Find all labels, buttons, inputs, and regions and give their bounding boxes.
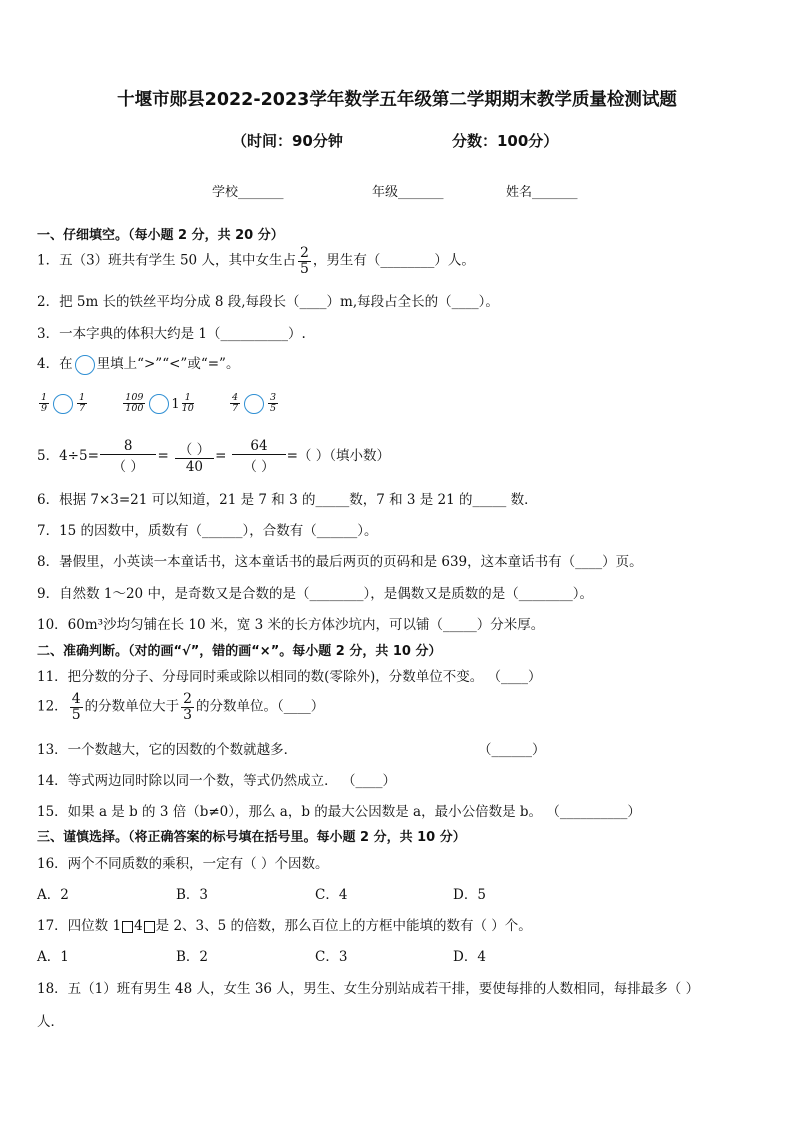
q5-fraction-1 (100, 438, 157, 475)
q5-f2-den: 40 (185, 459, 204, 475)
q4-frac-b-den: 7 (79, 403, 86, 414)
circle-blank-icon (75, 355, 95, 375)
score-label: 分数：100分） (452, 132, 559, 150)
q17-option-d: D．4 (453, 949, 486, 965)
q12-a-num: 4 (71, 691, 81, 707)
question-4 (37, 352, 239, 375)
q12-fraction-b (181, 692, 194, 722)
square-blank-icon (122, 921, 133, 933)
q4-frac-a-den: 9 (41, 403, 48, 414)
q5-equals-2: = (215, 448, 227, 464)
q16-option-a: A．2 (37, 887, 69, 903)
q4-frac-a-num: 1 (41, 392, 48, 404)
school-field: 学校_______ (212, 185, 284, 200)
q5-f3-num: 64 (232, 438, 285, 455)
q4-text-before: 4．在 (37, 356, 73, 372)
question-3: 3．一本字典的体积大约是 1（__________）. (37, 326, 306, 342)
q4-frac-b (77, 393, 87, 414)
circle-blank-icon (244, 394, 264, 414)
q17-option-c: C．3 (315, 949, 348, 965)
q5-f3-den: （ ） (243, 459, 275, 475)
q12-b-den: 3 (183, 706, 193, 723)
circle-blank-icon (53, 394, 73, 414)
question-16: 16．两个不同质数的乘积，一定有（ ）个因数。 (37, 856, 329, 872)
question-13: 13．一个数越大，它的因数的个数就越多． (37, 742, 298, 758)
q1-text-before: 1．五（3）班共有学生 50 人，其中女生占 (37, 252, 296, 269)
q12-b-num: 2 (183, 691, 193, 707)
q4-frac-b-num: 1 (79, 392, 86, 404)
q4-frac-e (230, 393, 240, 414)
q4-frac-a (39, 393, 49, 414)
q17-mid: 4 (134, 918, 143, 934)
q17-after: 是 2、3、5 的倍数，那么百位上的方框中能填的数有（ ）个。 (155, 918, 532, 934)
section-1-heading: 一、仔细填空。（每小题 2 分，共 20 分） (37, 228, 284, 243)
q4-frac-d-num: 1 (182, 393, 194, 404)
grade-field: 年级_______ (372, 185, 444, 200)
q16-option-d: D．5 (453, 887, 486, 903)
page-title: 十堰市郧县2022-2023学年数学五年级第二学期期末教学质量检测试题 (117, 90, 677, 110)
q4-frac-d-den: 10 (181, 403, 194, 414)
question-7: 7．15 的因数中，质数有（______），合数有（______）。 (37, 523, 378, 539)
question-18: 18．五（1）班有男生 48 人，女生 36 人，男生、女生分别站成若干排，要使每排的人数相同，每排最多（ ） (37, 981, 700, 997)
q5-f1-num: 8 (100, 438, 157, 455)
question-11: 11．把分数的分子、分母同时乘或除以相同的数(零除外)，分数单位不变。 （____） (37, 669, 542, 685)
q17-option-b: B．2 (176, 949, 209, 965)
question-10: 10．60m³沙均匀铺在长 10 米，宽 3 米的长方体沙坑内，可以铺（_____）分米厚。 (37, 617, 545, 633)
question-8: 8．暑假里，小英读一本童话书，这本童话书的最后两页的页码和是 639，这本童话书有（____）页。 (37, 554, 643, 570)
time-label: （时间：90分钟 (232, 132, 343, 150)
q4-comparisons (37, 393, 280, 414)
q4-frac-f (268, 393, 278, 414)
section-2-heading: 二、准确判断。（对的画“√”，错的画“×”。每小题 2 分，共 10 分） (37, 644, 442, 659)
question-12 (37, 692, 324, 722)
q4-frac-f-num: 3 (270, 392, 277, 404)
q4-frac-e-num: 4 (231, 392, 239, 404)
q1-numerator: 2 (299, 245, 309, 261)
circle-blank-icon (149, 394, 169, 414)
q5-fraction-2 (175, 438, 214, 475)
q12-lead: 12． (37, 698, 68, 715)
q5-fraction-3 (232, 438, 285, 475)
q5-f1-den: （ ） (112, 459, 144, 475)
question-5 (37, 438, 390, 475)
q4-frac-c-num: 109 (125, 392, 144, 404)
question-14: 14．等式两边同时除以同一个数，等式仍然成立． （____） (37, 773, 396, 789)
question-15: 15．如果 a 是 b 的 3 倍（b≠0），那么 a，b 的最大公因数是 a，最小公倍数是 b。 （__________） (37, 804, 641, 820)
q4-frac-d (182, 393, 194, 414)
question-9: 9．自然数 1～20 中，是奇数又是合数的是（________），是偶数又是质数的是（________）。 (37, 586, 593, 602)
question-6: 6．根据 7×3=21 可以知道，21 是 7 和 3 的_____数，7 和 3 是 21 的_____ 数． (37, 492, 538, 508)
q4-frac-c-den: 100 (125, 403, 144, 414)
question-2: 2．把 5m 长的铁丝平均分成 8 段,每段长（____）m,每段占全长的（____）。 (37, 294, 499, 310)
q4-frac-e-den: 7 (231, 403, 239, 414)
q17-option-a: A．1 (37, 949, 69, 965)
q16-option-b: B．3 (176, 887, 209, 903)
section-3-heading: 三、谨慎选择。（将正确答案的标号填在括号里。每小题 2 分，共 10 分） (37, 830, 466, 845)
q5-equals-1: = (157, 448, 169, 464)
q4-frac-f-den: 5 (270, 403, 277, 414)
name-field: 姓名_______ (506, 185, 578, 200)
question-18-continued: 人． (37, 1014, 64, 1030)
q1-text-after: ，男生有（________）人。 (312, 252, 475, 269)
q1-fraction (298, 246, 311, 276)
q5-f2-num: （ ） (175, 438, 214, 459)
question-17 (37, 914, 532, 934)
square-blank-icon (144, 921, 155, 933)
q12-tail: 的分数单位。（____） (196, 698, 325, 715)
q5-lead: 5．4÷5= (37, 448, 99, 464)
question-1 (37, 246, 475, 276)
q12-fraction-a (70, 692, 83, 722)
q1-denominator: 5 (299, 260, 309, 277)
q16-option-c: C．4 (315, 887, 348, 903)
q4-text-after: 里填上“>”“<”或“=”。 (96, 356, 240, 372)
question-13-blank: （______） (478, 742, 546, 758)
q12-a-den: 5 (71, 706, 81, 723)
q12-mid: 的分数单位大于 (84, 698, 180, 715)
q4-frac-c (123, 393, 145, 414)
q17-before: 17．四位数 1 (37, 918, 122, 934)
q4-mixed-whole: 1 (171, 397, 180, 412)
q5-tail: =（ ）（填小数） (286, 448, 390, 464)
